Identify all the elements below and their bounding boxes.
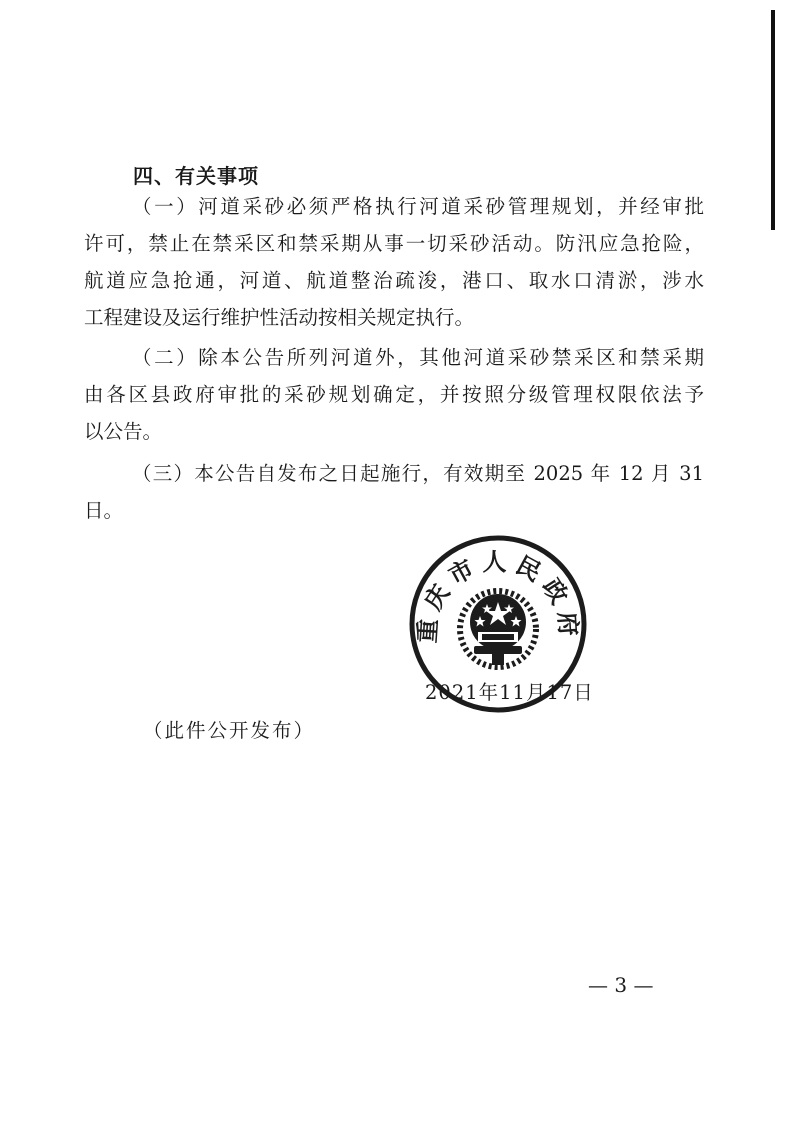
paragraph-line: 工程建设及运行维护性活动按相关规定执行。: [84, 306, 475, 329]
seal-text: 重庆市人民政府: [413, 548, 583, 644]
national-emblem-icon: [460, 591, 536, 667]
paragraph-line: 日。: [84, 499, 124, 522]
paragraph-2: [84, 339, 704, 450]
signature-date: 2021年11月17日: [425, 681, 594, 704]
paragraph-line: （一）河道采砂必须严格执行河道采砂管理规划，并经审批: [132, 195, 704, 218]
paragraph-line: （三）本公告自发布之日起施行，有效期至 2025 年 12 月 31: [132, 462, 704, 485]
section-heading: 四、有关事项: [133, 164, 259, 188]
paragraph-line: 航道应急抢通，河道、航道整治疏浚，港口、取水口清淤，涉水: [84, 269, 704, 292]
paragraph-line: 许可，禁止在禁采区和禁采期从事一切采砂活动。防汛应急抢险，: [84, 232, 704, 255]
paragraph-1: [84, 188, 704, 336]
paragraph-line: 由各区县政府审批的采砂规划确定，并按照分级管理权限依法予: [84, 383, 704, 406]
scan-edge-mark: [771, 10, 775, 230]
paragraph-3: [84, 455, 704, 529]
paragraph-line: （二）除本公告所列河道外，其他河道采砂禁采区和禁采期: [132, 346, 704, 369]
release-note: （此件公开发布）: [143, 719, 316, 742]
page-number: — 3 —: [588, 973, 654, 997]
paragraph-line: 以公告。: [84, 420, 163, 443]
